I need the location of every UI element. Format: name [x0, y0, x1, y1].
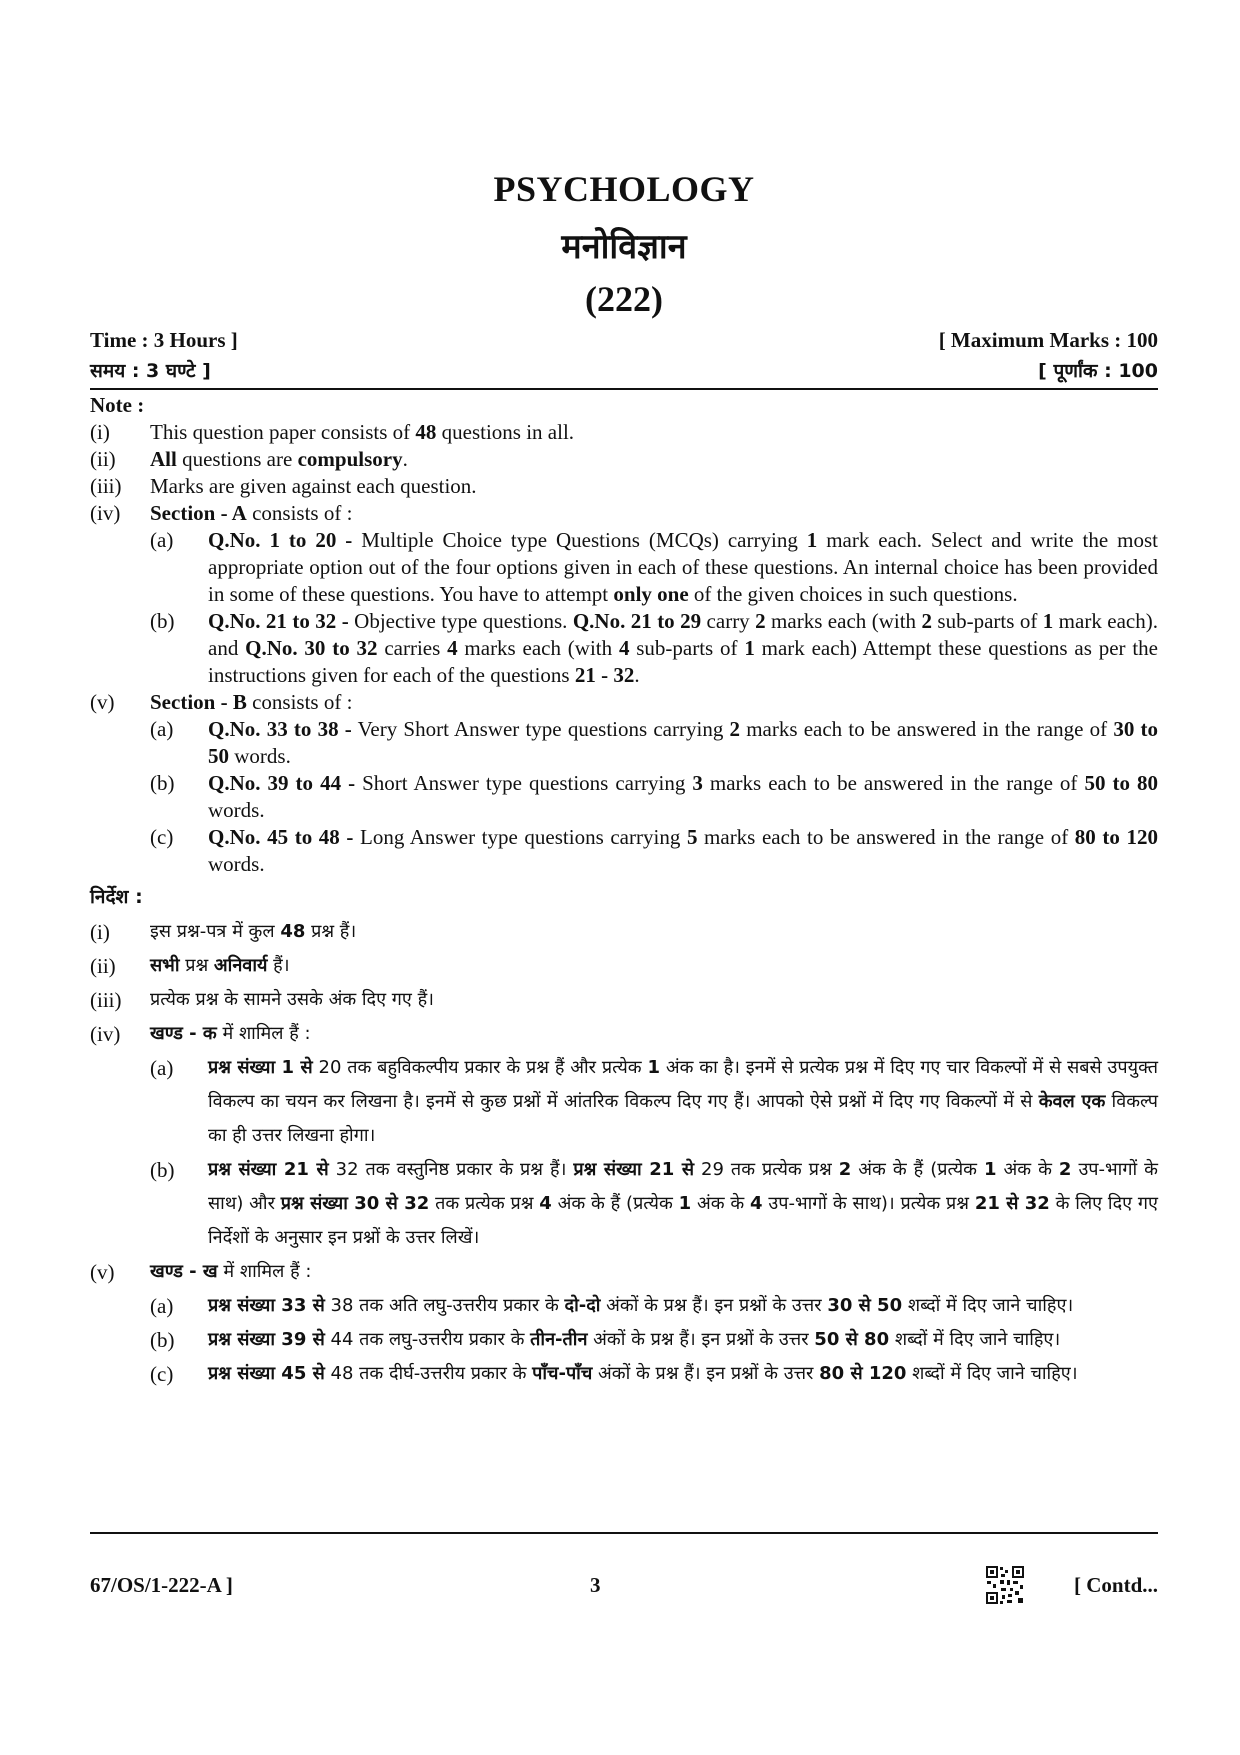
max-marks-label-hindi: [ पूर्णांक : 100 [1038, 360, 1158, 382]
subject-code: (222) [585, 279, 663, 319]
page-number: 3 [590, 1573, 601, 1597]
max-marks-label: [ Maximum Marks : 100 [938, 328, 1158, 352]
note-subitem: (b) Q.No. 21 to 32 - Objective type questions. Q.No. 21 to 29 carry 2 marks each (with 2 sub-parts of 1 mark each). and Q.No. 30 to 32 carries 4 marks each (with 4 sub-parts of 1 mark each) Attempt these questions as per the instructions given for each of the questions 21 - 32. [150, 609, 1158, 687]
note-item: (iv) Section - A consists of : [90, 501, 353, 525]
note-subitem: (a) प्रश्न संख्या 1 से 20 तक बहुविकल्पीय प्रकार के प्रश्न हैं और प्रत्येक 1 अंक का है। इनमें से प्रत्येक प्रश्न में दिए गए चार विकल्पों में से सबसे उपयुक्त विकल्प का चयन कर लिखना है। इनमें से कुछ प्रश्नों में आंतरिक विकल्प दिए गए हैं। आपको ऐसे प्रश्नों में दिए गए विकल्पों में से केवल एक विकल्प का ही उत्तर लिखना होगा। [150, 1056, 1158, 1146]
note-item: (v) खण्ड - ख में शामिल हैं : [90, 1260, 312, 1284]
note-heading-hindi: निर्देश : [90, 886, 143, 908]
note-subitem: (a) Q.No. 1 to 20 - Multiple Choice type Questions (MCQs) carrying 1 mark each. Select and write the most appropriate option out of the four options given in each of these questions. An internal choice has been provided in some of these questions. You have to attempt only one of the given choices in such questions. [150, 528, 1158, 606]
note-item: (v) Section - B consists of : [90, 690, 353, 714]
subject-title: PSYCHOLOGY [493, 169, 755, 209]
note-item: (ii) All questions are compulsory. [90, 447, 408, 471]
qr-code-icon [985, 1565, 1025, 1605]
note-subitem: (c) Q.No. 45 to 48 - Long Answer type questions carrying 5 marks each to be answered in the range of 80 to 120 words. [150, 825, 1158, 876]
time-label-hindi: समय : 3 घण्टे ] [90, 360, 211, 382]
subject-title-hindi: मनोविज्ञान [561, 227, 687, 267]
note-subitem: (a) Q.No. 33 to 38 - Very Short Answer type questions carrying 2 marks each to be answered in the range of 30 to 50 words. [150, 717, 1158, 768]
note-item: (iii) प्रत्येक प्रश्न के सामने उसके अंक दिए गए हैं। [90, 988, 434, 1012]
hindi-instructions [90, 915, 1158, 1391]
note-subitem: (c) प्रश्न संख्या 45 से 48 तक दीर्घ-उत्तरीय प्रकार के पाँच-पाँच अंकों के प्रश्न हैं। इन प्रश्नों के उत्तर 80 से 120 शब्दों में दिए जाने चाहिए। [150, 1362, 1078, 1386]
time-label: Time : 3 Hours ] [90, 328, 238, 352]
note-item: (iv) खण्ड - क में शामिल हैं : [90, 1022, 311, 1046]
note-subitem: (b) प्रश्न संख्या 39 से 44 तक लघु-उत्तरीय प्रकार के तीन-तीन अंकों के प्रश्न हैं। इन प्रश्नों के उत्तर 50 से 80 शब्दों में दिए जाने चाहिए। [150, 1328, 1061, 1352]
instructions [90, 392, 1158, 1391]
note-item: (ii) सभी प्रश्न अनिवार्य हैं। [90, 954, 290, 978]
note-item: (iii) Marks are given against each question. [90, 474, 477, 498]
note-subitem: (b) प्रश्न संख्या 21 से 32 तक वस्तुनिष्ठ प्रकार के प्रश्न हैं। प्रश्न संख्या 21 से 29 तक प्रत्येक प्रश्न 2 अंक के हैं (प्रत्येक 1 अंक के 2 उप-भागों के साथ) और प्रश्न संख्या 30 से 32 तक प्रत्येक प्रश्न 4 अंक के हैं (प्रत्येक 1 अंक के 4 उप-भागों के साथ)। प्रत्येक प्रश्न 21 से 32 के लिए दिए गए निर्देशों के अनुसार इन प्रश्नों के उत्तर लिखें। [150, 1158, 1158, 1248]
question-paper-page [90, 0, 1158, 1755]
continued-label: [ Contd... [1073, 1573, 1158, 1597]
note-heading: Note : [90, 393, 145, 417]
header-rule [90, 388, 1158, 390]
footer-rule [90, 1532, 1158, 1534]
note-subitem: (a) प्रश्न संख्या 33 से 38 तक अति लघु-उत्तरीय प्रकार के दो-दो अंकों के प्रश्न हैं। इन प्रश्नों के उत्तर 30 से 50 शब्दों में दिए जाने चाहिए। [150, 1294, 1074, 1318]
note-item: (i) इस प्रश्न-पत्र में कुल 48 प्रश्न हैं। [90, 920, 357, 944]
note-subitem: (b) Q.No. 39 to 44 - Short Answer type questions carrying 3 marks each to be answered in the range of 50 to 80 words. [150, 771, 1158, 822]
page-footer [90, 1565, 1158, 1605]
note-item: (i) This question paper consists of 48 questions in all. [90, 420, 575, 444]
paper-code: 67/OS/1-222-A ] [90, 1573, 233, 1597]
